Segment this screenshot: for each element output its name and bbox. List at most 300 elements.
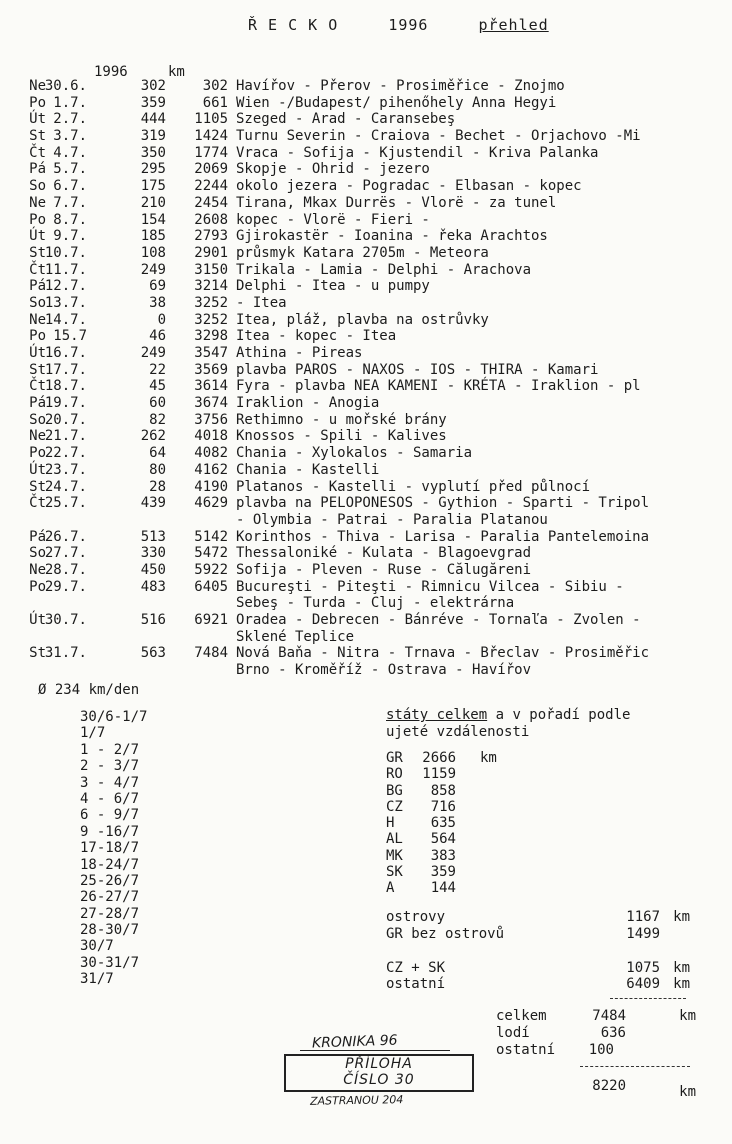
country-row xyxy=(0,906,380,922)
day-row xyxy=(0,479,732,496)
total-km: 7484 xyxy=(592,1008,626,1024)
route: Gjirokastër - Ioanina - řeka Arachtos xyxy=(236,228,548,245)
country-period: 31/7 xyxy=(80,971,114,988)
route: průsmyk Katara 2705m - Meteora xyxy=(236,244,489,261)
date: 27.7. xyxy=(44,545,87,562)
country-row xyxy=(0,775,380,791)
title-note: přehled xyxy=(478,16,549,34)
day-row xyxy=(0,95,732,112)
total-unit: km xyxy=(679,1008,696,1024)
date: 6.7. xyxy=(53,178,87,195)
route: Chania - Kastelli xyxy=(236,461,380,478)
country-period: 9 -16/7 xyxy=(80,823,140,840)
date: 11.7. xyxy=(44,261,87,278)
ranking-row xyxy=(386,864,546,880)
route: Korinthos - Thiva - Larisa - Paralia Pantelemoina xyxy=(236,528,650,545)
route: kopec - Vlorë - Fieri - xyxy=(236,211,430,228)
cumulative-km: 3298 xyxy=(194,328,228,345)
ranking-km: 564 xyxy=(430,831,456,848)
day-row xyxy=(0,178,732,195)
ranking-km: 2666 xyxy=(422,750,456,766)
day-row xyxy=(0,428,732,445)
country-period: 30-31/7 xyxy=(80,954,140,971)
cumulative-km: 2244 xyxy=(194,178,228,195)
day-km: 350 xyxy=(140,144,166,161)
day-row xyxy=(0,445,732,462)
ranking-km: 359 xyxy=(430,864,456,881)
day-km: 210 xyxy=(140,194,166,211)
cumulative-km: 2901 xyxy=(194,244,228,261)
stamp-attachment: PŘÍLOHA xyxy=(345,1056,413,1072)
route: - Itea xyxy=(236,294,287,311)
route: Bucureşti - Piteşti - Rimnicu Vilcea - Sibiu - xyxy=(236,578,624,595)
route: Sklené Teplice xyxy=(236,628,355,645)
date: 16.7. xyxy=(44,345,87,361)
country-period: 1/7 xyxy=(80,725,106,742)
gr-mainland-km: 1499 xyxy=(626,926,660,942)
day-row xyxy=(0,562,732,579)
ranking-row xyxy=(386,783,546,799)
route: Wien -/Budapest/ pihenőhely Anna Hegyi xyxy=(236,94,557,111)
date: 21.7. xyxy=(44,428,87,445)
day-of-week: Čt xyxy=(29,495,46,512)
route: Havířov - Přerov - Prosiměřice - Znojmo xyxy=(236,78,565,94)
day-row xyxy=(0,228,732,245)
route: plavba PAROS - NAXOS - IOS - THIRA - Kamari xyxy=(236,361,599,378)
day-row xyxy=(0,512,732,529)
day-km: 64 xyxy=(149,445,166,462)
day-row xyxy=(0,161,732,178)
date: 23.7. xyxy=(44,461,87,478)
date: 14.7. xyxy=(44,311,87,328)
day-of-week: Út xyxy=(29,345,46,361)
day-row xyxy=(0,595,732,612)
cumulative-km: 3547 xyxy=(194,345,228,361)
day-of-week: Ne xyxy=(29,561,46,578)
summary-subtitle: ujeté vzdálenosti xyxy=(386,724,530,740)
day-row xyxy=(0,328,732,345)
day-of-week: St xyxy=(29,645,46,662)
cumulative-km: 2608 xyxy=(194,211,228,228)
ranking-km: 858 xyxy=(430,782,456,799)
day-row xyxy=(0,145,732,162)
day-row xyxy=(0,662,732,679)
total-label: celkem xyxy=(496,1008,547,1024)
country-period: 25-26/7 xyxy=(80,872,140,889)
ranking-code: SK xyxy=(386,864,403,881)
day-km: 28 xyxy=(149,478,166,495)
country-period: 6 - 9/7 xyxy=(80,807,140,824)
other-countries-km: 6409 xyxy=(626,976,660,992)
country-row xyxy=(0,742,380,758)
cumulative-km: 3214 xyxy=(194,278,228,295)
date: 19.7. xyxy=(44,395,87,412)
day-of-week: Út xyxy=(29,228,46,245)
stamp-chronicle: KRONIKA 96 xyxy=(311,1032,398,1052)
day-km: 154 xyxy=(140,211,166,228)
route: Sofija - Pleven - Ruse - Călugăreni xyxy=(236,561,532,578)
country-row xyxy=(0,955,380,971)
cumulative-km: 2793 xyxy=(194,228,228,245)
stamp-page: ZASTRANOU 204 xyxy=(309,1093,404,1108)
date: 17.7. xyxy=(44,361,87,378)
day-km: 80 xyxy=(149,461,166,478)
ranking-unit: km xyxy=(480,750,497,766)
date: 25.7. xyxy=(44,495,87,512)
route: Turnu Severin - Craiova - Bechet - Orjachovo -Mi xyxy=(236,128,641,145)
cumulative-km: 2454 xyxy=(194,194,228,211)
day-km: 0 xyxy=(157,311,166,328)
cumulative-km: 3252 xyxy=(194,294,228,311)
date: 30.6. xyxy=(44,78,87,94)
country-table xyxy=(0,709,380,988)
country-period: 30/6-1/7 xyxy=(80,709,148,725)
day-of-week: Čt xyxy=(29,378,46,395)
route: - Olymbia - Patrai - Paralia Platanou xyxy=(236,511,548,528)
day-row xyxy=(0,278,732,295)
ranking-code: MK xyxy=(386,847,403,864)
day-of-week: Ne xyxy=(29,194,46,211)
title-country: Ř E C K O xyxy=(248,16,339,34)
cumulative-km: 3569 xyxy=(194,361,228,378)
day-km: 108 xyxy=(140,244,166,261)
country-period: 26-27/7 xyxy=(80,889,140,906)
route: Athina - Pireas xyxy=(236,345,363,361)
day-km: 295 xyxy=(140,161,166,178)
country-row xyxy=(0,791,380,807)
day-of-week: Út xyxy=(29,111,46,128)
other-transport-km: 100 xyxy=(588,1042,614,1058)
cumulative-km: 1774 xyxy=(194,144,228,161)
ranking-km: 383 xyxy=(430,847,456,864)
date: 24.7. xyxy=(44,478,87,495)
country-row xyxy=(0,725,380,741)
date: 4.7. xyxy=(53,144,87,161)
cumulative-km: 6921 xyxy=(194,612,228,628)
day-of-week: St xyxy=(29,478,46,495)
grand-total-unit: km xyxy=(679,1084,696,1100)
route: Brno - Kroměříž - Ostrava - Havířov xyxy=(236,662,532,679)
day-of-week: Po xyxy=(29,211,46,228)
day-of-week: St xyxy=(29,244,46,261)
country-period: 30/7 xyxy=(80,938,114,955)
date: 26.7. xyxy=(44,528,87,545)
route: Chania - Xylokalos - Samaria xyxy=(236,445,473,462)
summary-title-rest: a v pořadí podle xyxy=(487,707,631,723)
day-km: 516 xyxy=(140,612,166,628)
country-row xyxy=(0,857,380,873)
day-of-week: Ne xyxy=(29,311,46,328)
cumulative-km: 3252 xyxy=(194,311,228,328)
day-row xyxy=(0,579,732,596)
day-of-week: Pá xyxy=(29,395,46,412)
day-of-week: St xyxy=(29,361,46,378)
day-km: 359 xyxy=(140,94,166,111)
day-km: 302 xyxy=(140,78,166,94)
country-period: 2 - 3/7 xyxy=(80,758,140,775)
route: Nová Baňa - Nitra - Trnava - Břeclav - Prosiměřic xyxy=(236,645,650,662)
country-period: 18-24/7 xyxy=(80,856,140,873)
ranking-code: CZ xyxy=(386,798,403,815)
cumulative-km: 7484 xyxy=(194,645,228,662)
ranking-row xyxy=(386,831,546,847)
date: 3.7. xyxy=(53,128,87,145)
country-row xyxy=(0,873,380,889)
cumulative-km: 4162 xyxy=(194,461,228,478)
date: 22.7. xyxy=(44,445,87,462)
cumulative-km: 3756 xyxy=(194,411,228,428)
ranking-code: AL xyxy=(386,831,403,848)
day-of-week: So xyxy=(29,294,46,311)
day-row xyxy=(0,612,732,629)
date: 1.7. xyxy=(53,94,87,111)
czsk-label: CZ + SK xyxy=(386,960,446,976)
day-of-week: St xyxy=(29,128,46,145)
day-row xyxy=(0,462,732,479)
country-period: 28-30/7 xyxy=(80,922,140,939)
day-km: 330 xyxy=(140,545,166,562)
date: 5.7. xyxy=(53,161,87,178)
divider xyxy=(580,1066,690,1067)
ranking-code: GR xyxy=(386,750,403,766)
route: Szeged - Arad - Caransebeş xyxy=(236,111,456,128)
country-row xyxy=(0,758,380,774)
day-of-week: Po xyxy=(29,578,46,595)
cumulative-km: 302 xyxy=(202,78,228,94)
day-of-week: So xyxy=(29,545,46,562)
cumulative-km: 4190 xyxy=(194,478,228,495)
route: Fyra - plavba NEA KAMENI - KRÉTA - Iraklion - pl xyxy=(236,378,641,395)
cumulative-km: 1105 xyxy=(194,111,228,128)
day-km: 45 xyxy=(149,378,166,395)
cumulative-km: 2069 xyxy=(194,161,228,178)
day-row xyxy=(0,395,732,412)
day-km: 450 xyxy=(140,561,166,578)
cumulative-km: 5472 xyxy=(194,545,228,562)
cumulative-km: 6405 xyxy=(194,578,228,595)
route: Iraklion - Anogia xyxy=(236,395,380,412)
daily-log xyxy=(0,78,732,679)
day-row xyxy=(0,262,732,279)
day-row xyxy=(0,195,732,212)
route: Skopje - Ohrid - jezero xyxy=(236,161,430,178)
day-km: 513 xyxy=(140,528,166,545)
day-row xyxy=(0,495,732,512)
ranking-row xyxy=(386,815,546,831)
page-title xyxy=(248,16,549,34)
date: 8.7. xyxy=(53,211,87,228)
ranking-code: A xyxy=(386,880,395,897)
day-km: 262 xyxy=(140,428,166,445)
country-row xyxy=(0,938,380,954)
route: Sebeş - Turda - Cluj - elektrárna xyxy=(236,595,515,612)
cumulative-km: 661 xyxy=(202,94,228,111)
country-row xyxy=(0,807,380,823)
date: 12.7. xyxy=(44,278,87,295)
day-row xyxy=(0,245,732,262)
day-of-week: So xyxy=(29,178,46,195)
day-km: 82 xyxy=(149,411,166,428)
country-row xyxy=(0,824,380,840)
day-row xyxy=(0,362,732,379)
country-period: 3 - 4/7 xyxy=(80,774,140,791)
day-row xyxy=(0,545,732,562)
day-of-week: Út xyxy=(29,612,46,628)
country-row xyxy=(0,709,380,725)
ranking-km: 716 xyxy=(430,798,456,815)
divider xyxy=(610,998,686,999)
day-km: 22 xyxy=(149,361,166,378)
ranking-code: RO xyxy=(386,766,403,783)
route: Rethimno - u mořské brány xyxy=(236,411,447,428)
day-row xyxy=(0,412,732,429)
ranking-row xyxy=(386,750,546,766)
ranking-km: 144 xyxy=(430,880,456,897)
day-km: 60 xyxy=(149,395,166,412)
day-row xyxy=(0,345,732,362)
title-year: 1996 xyxy=(388,16,429,34)
date: 31.7. xyxy=(44,645,87,662)
ranking-code: BG xyxy=(386,782,403,799)
day-row xyxy=(0,378,732,395)
country-row xyxy=(0,922,380,938)
day-km: 175 xyxy=(140,178,166,195)
ranking-row xyxy=(386,880,546,896)
date: 10.7. xyxy=(44,244,87,261)
route: Delphi - Itea - u pumpy xyxy=(236,278,430,295)
day-of-week: Út xyxy=(29,461,46,478)
ranking-row xyxy=(386,799,546,815)
day-row xyxy=(0,78,732,95)
route: Thessaloniké - Kulata - Blagoevgrad xyxy=(236,545,532,562)
day-km: 38 xyxy=(149,294,166,311)
other-countries-unit: km xyxy=(673,976,690,992)
day-row xyxy=(0,629,732,646)
date: 7.7. xyxy=(53,194,87,211)
day-row xyxy=(0,128,732,145)
day-km: 563 xyxy=(140,645,166,662)
country-period: 4 - 6/7 xyxy=(80,790,140,807)
route: okolo jezera - Pogradac - Elbasan - kopec xyxy=(236,178,582,195)
ranking-row xyxy=(386,848,546,864)
date: 2.7. xyxy=(53,111,87,128)
boats-km: 636 xyxy=(600,1025,626,1041)
islands-unit: km xyxy=(673,909,690,925)
gr-mainland-label: GR bez ostrovů xyxy=(386,926,505,942)
day-of-week: Pá xyxy=(29,528,46,545)
ranking-km: 635 xyxy=(430,815,456,832)
day-km: 444 xyxy=(140,111,166,128)
day-km: 249 xyxy=(140,345,166,361)
day-km: 69 xyxy=(149,278,166,295)
day-row xyxy=(0,295,732,312)
ranking-km: 1159 xyxy=(422,766,456,783)
czsk-unit: km xyxy=(673,960,690,976)
day-row xyxy=(0,312,732,329)
year-header: 1996 xyxy=(94,64,128,80)
date: 9.7. xyxy=(53,228,87,245)
cumulative-km: 4018 xyxy=(194,428,228,445)
date: 29.7. xyxy=(44,578,87,595)
route: Oradea - Debrecen - Bánréve - Tornaľa - Zvolen - xyxy=(236,612,641,628)
day-km: 46 xyxy=(149,328,166,345)
date: 13.7. xyxy=(44,294,87,311)
cumulative-km: 3150 xyxy=(194,261,228,278)
summary-title-underlined: státy celkem xyxy=(386,707,488,723)
day-km: 185 xyxy=(140,228,166,245)
day-row xyxy=(0,529,732,546)
daily-average: Ø 234 km/den xyxy=(38,682,140,698)
date: 30.7. xyxy=(44,612,87,628)
route: plavba na PELOPONESOS - Gythion - Sparti - Tripol xyxy=(236,495,650,512)
country-period: 17-18/7 xyxy=(80,840,140,857)
cumulative-km: 1424 xyxy=(194,128,228,145)
route: Itea, pláž, plavba na ostrůvky xyxy=(236,311,489,328)
country-row xyxy=(0,840,380,856)
day-of-week: Po xyxy=(29,445,46,462)
islands-km: 1167 xyxy=(626,909,660,925)
country-period: 27-28/7 xyxy=(80,905,140,922)
ranking-row xyxy=(386,766,546,782)
route: Platanos - Kastelli - vyplutí před půlnocí xyxy=(236,478,591,495)
ranking-list xyxy=(386,750,546,897)
day-of-week: Po xyxy=(29,328,46,345)
grand-total-km: 8220 xyxy=(592,1078,626,1094)
day-km: 483 xyxy=(140,578,166,595)
boats-label: lodí xyxy=(496,1025,530,1041)
country-row xyxy=(0,971,380,987)
cumulative-km: 5922 xyxy=(194,561,228,578)
day-row xyxy=(0,212,732,229)
day-of-week: So xyxy=(29,411,46,428)
cumulative-km: 4082 xyxy=(194,445,228,462)
cumulative-km: 3614 xyxy=(194,378,228,395)
cumulative-km: 5142 xyxy=(194,528,228,545)
date: 18.7. xyxy=(44,378,87,395)
other-transport-label: ostatní xyxy=(496,1042,556,1058)
date: 20.7. xyxy=(44,411,87,428)
route: Knossos - Spili - Kalives xyxy=(236,428,447,445)
route: Trikala - Lamia - Delphi - Arachova xyxy=(236,261,532,278)
day-of-week: Pá xyxy=(29,161,46,178)
day-km: 249 xyxy=(140,261,166,278)
stamp-underline xyxy=(300,1050,450,1051)
route: Vraca - Sofija - Kjustendil - Kriva Palanka xyxy=(236,144,599,161)
cumulative-km: 3674 xyxy=(194,395,228,412)
day-row xyxy=(0,111,732,128)
date: 15.7 xyxy=(53,328,87,345)
route: Tirana, Mkax Durrës - Vlorë - za tunel xyxy=(236,194,557,211)
day-of-week: Čt xyxy=(29,144,46,161)
islands-label: ostrovy xyxy=(386,909,446,925)
day-of-week: Po xyxy=(29,94,46,111)
summary-title xyxy=(386,707,630,723)
route: Itea - kopec - Itea xyxy=(236,328,397,345)
day-km: 439 xyxy=(140,495,166,512)
stamp-number: ČÍSLO 30 xyxy=(343,1072,415,1088)
day-of-week: Ne xyxy=(29,78,46,94)
day-of-week: Ne xyxy=(29,428,46,445)
ranking-code: H xyxy=(386,815,395,832)
day-of-week: Čt xyxy=(29,261,46,278)
km-header: km xyxy=(168,64,185,80)
day-km: 319 xyxy=(140,128,166,145)
country-row xyxy=(0,889,380,905)
day-row xyxy=(0,645,732,662)
cumulative-km: 4629 xyxy=(194,495,228,512)
date: 28.7. xyxy=(44,561,87,578)
day-of-week: Pá xyxy=(29,278,46,295)
